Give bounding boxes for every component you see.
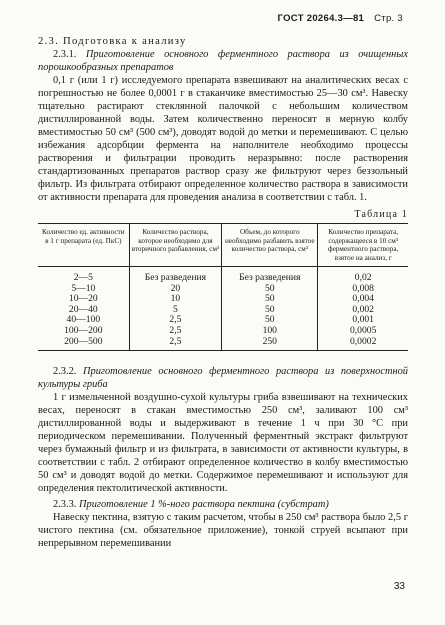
table-cell: 0,02: [318, 267, 408, 284]
table-cell: 2,5: [129, 315, 222, 326]
table-1: [38, 223, 408, 351]
standard-code: ГОСТ 20264.3—81: [277, 13, 365, 24]
table-cell: 50: [222, 284, 318, 295]
table-cell: 0,001: [318, 315, 408, 326]
table-caption: Таблица 1: [354, 209, 408, 220]
subsection-2-3-1-heading: [38, 48, 408, 74]
page-body: [38, 36, 408, 550]
table-cell: 2,5: [129, 326, 222, 337]
table-cell: 0,0005: [318, 326, 408, 337]
subsection-2-3-3-body: Навеску пектина, взятую с таким расчетом, чтобы в 250 см³ раствора было 2,5 г чистого пектина (см. обязательное приложение), тонкой струей всыпают при непрерывном перемешивании: [38, 512, 408, 550]
table-cell: 0,002: [318, 305, 408, 316]
table-cell: 5—10: [71, 282, 96, 294]
table-cell: 2—5: [73, 272, 93, 283]
table-row: [38, 326, 408, 337]
page-label: Стр. 3: [374, 13, 403, 24]
page-number: 33: [393, 581, 405, 592]
subsection-2-3-3-heading: [38, 498, 408, 511]
table-cell: 50: [222, 305, 318, 316]
table-cell: Без разведения: [222, 267, 318, 284]
table-cell: 20: [129, 284, 222, 295]
table-cell: 5: [129, 305, 222, 316]
table-cell: 100—200: [64, 324, 103, 336]
table-cell: 200—500: [38, 337, 129, 351]
column-header: Количество препарата, содержащееся в 10 см³ ферментного раствора, взятое на анализ, г: [318, 224, 408, 267]
table-cell: 50: [222, 315, 318, 326]
subsection-number: 2.3.2.: [53, 366, 77, 378]
section-heading: 2.3. Подготовка к анализу: [38, 36, 187, 47]
running-header: [278, 13, 403, 24]
subsection-title: Приготовление основного ферментного раствора из очищенных порошкообразных препаратов: [38, 49, 408, 73]
subsection-2-3-1-body: 0,1 г (или 1 г) исследуемого препарата взвешивают на аналитических весах с погрешностью не более 0,0001 г в стаканчике вместимостью 25—30 см³. Навеску тщательно растирают стеклянной палочкой с небольшим количеством дистиллированной воды. Затем количественно переносят в мерную колбу вместимостью 50 см³ (500 см³), доводят водой до метки и перемешивают. С целью избежания адсорбции фермента на наполнителе необходимо процессы растворения и фильтрации проводить неразрывно: после растворения стандартизованных препаратов раствор сразу же фильтруют через беззольный фильтр. Из фильтрата отбирают определенное количество раствора в зависимости от активности препарата для проведения анализа в соответствии с табл. 1.: [38, 75, 408, 203]
table-header-row: [38, 224, 408, 267]
subsection-number: 2.3.3.: [53, 499, 77, 511]
table-cell: 100: [222, 326, 318, 337]
table-cell: 50: [222, 294, 318, 305]
subsection-title: Приготовление 1 %-ного раствора пектина (субстрат): [79, 499, 329, 511]
table-row: [38, 267, 408, 284]
table-cell: Без разведения: [129, 267, 222, 284]
table-cell: 10: [129, 294, 222, 305]
table-cell: 40—100: [66, 314, 101, 326]
table-cell: 20—40: [68, 303, 98, 315]
table-cell: 2,5: [129, 337, 222, 351]
table-cell: 0,004: [318, 294, 408, 305]
table-cell: 0,0002: [318, 337, 408, 351]
column-header: Количество раствора, которое необходимо для вторичного разбавления, см³: [129, 224, 222, 267]
table-cell: 10—20: [68, 293, 98, 305]
column-header: Объем, до которого необходимо разбавить взятое количество раствора, см³: [222, 224, 318, 267]
subsection-number: 2.3.1.: [53, 49, 77, 60]
table-row: [38, 337, 408, 351]
subsection-title: Приготовление основного ферментного раствора из поверхностной культуры гриба: [38, 366, 408, 391]
column-header: Количество ед. активности в 1 г препарата (ед. ПкС): [38, 224, 129, 267]
subsection-2-3-2-heading: [38, 365, 408, 391]
subsection-2-3-2-body: 1 г измельченной воздушно-сухой культуры гриба взвешивают на технических весах, переносят в стакан вместимостью 250 см³, заливают 100 см³ дистиллированной воды и выдерживают в течение 1 ч при 30 °С при периодическом перемешивании. Полученный ферментный экстракт фильтруют через бумажный фильтр и из фильтрата, в зависимости от активности культуры, в соответствии с табл. 2 отбирают определенное количество в колбу вместимостью 50 см³ и доводят водой до метки. Содержимое перемешивают и используют для определения пектолитической активности.: [38, 392, 408, 495]
table-cell: 0,008: [318, 284, 408, 295]
table-cell: 250: [222, 337, 318, 351]
